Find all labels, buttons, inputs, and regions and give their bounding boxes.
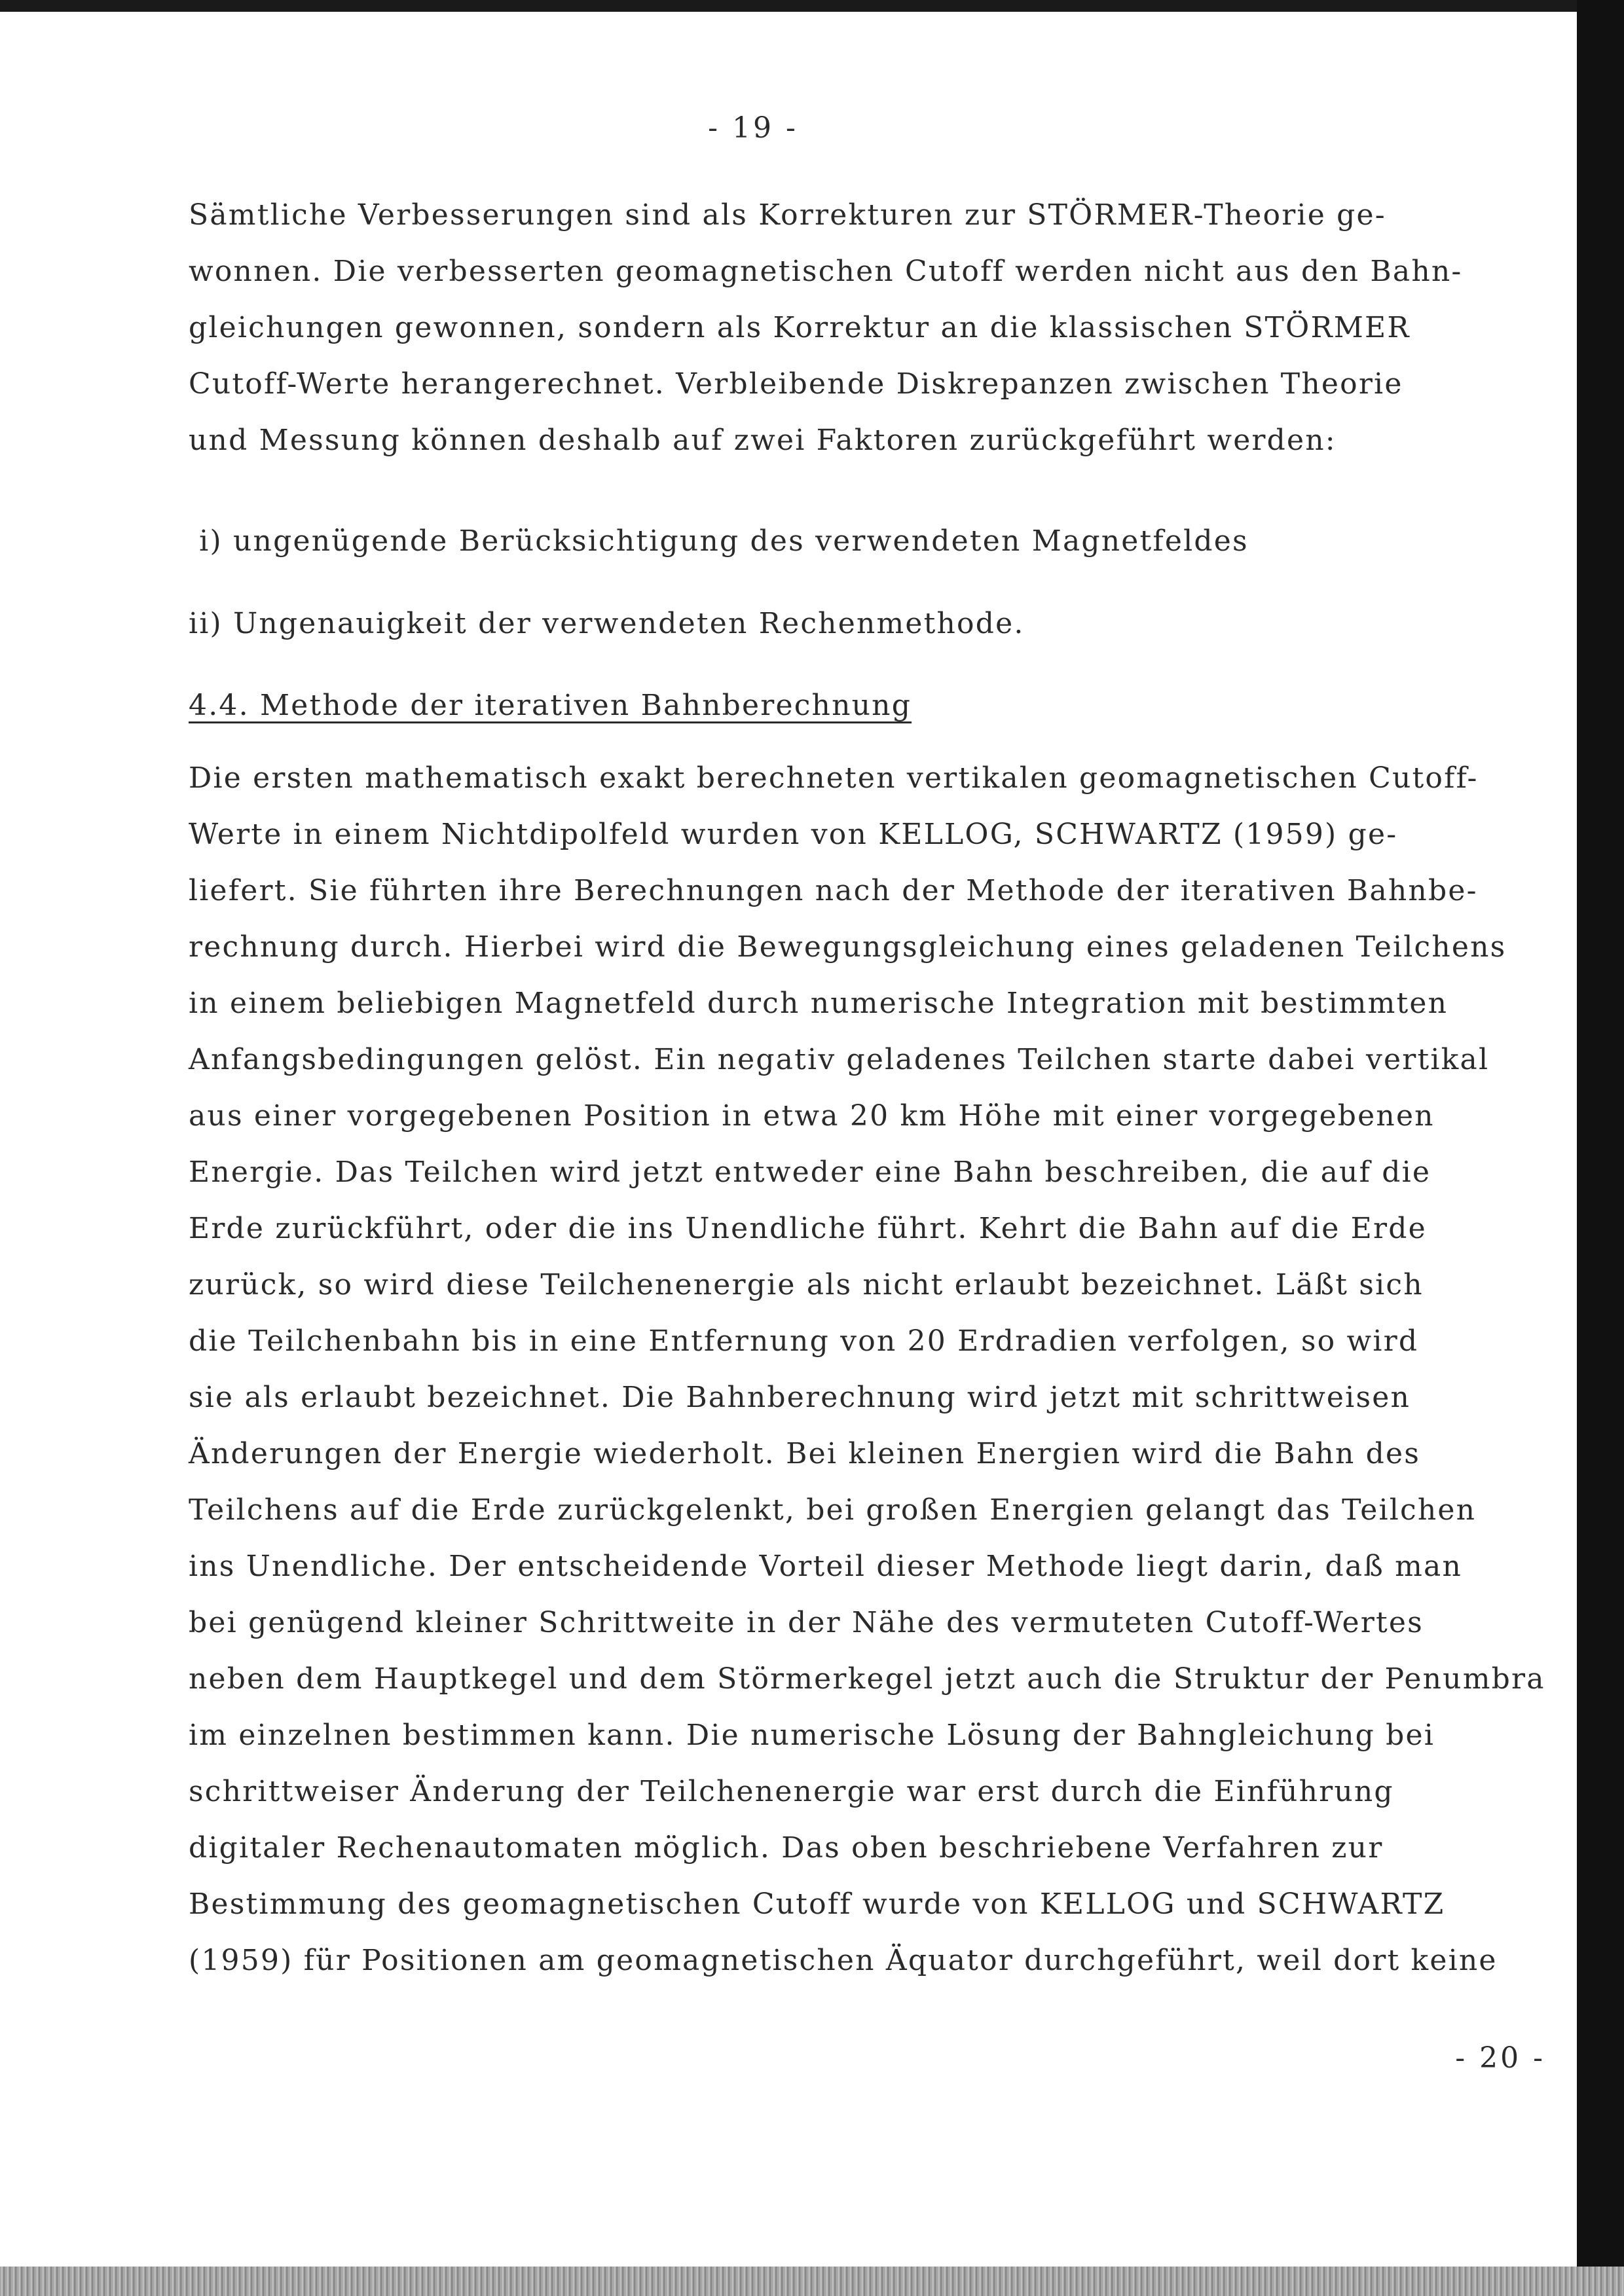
text-line: Energie. Das Teilchen wird jetzt entweder eine Bahn beschreiben, die auf die [189,1156,1431,1189]
text-line: Erde zurückführt, oder die ins Unendliche führt. Kehrt die Bahn auf die Erde [189,1212,1427,1245]
text-line: im einzelnen bestimmen kann. Die numerische Lösung der Bahngleichung bei [189,1719,1435,1752]
text-line: bei genügend kleiner Schrittweite in der Nähe des vermuteten Cutoff-Wertes [189,1606,1424,1639]
text-line: und Messung können deshalb auf zwei Faktoren zurückgeführt werden: [189,424,1337,457]
section-body [189,750,1570,1989]
text-line: Teilchens auf die Erde zurückgelenkt, bei großen Energien gelangt das Teilchen [189,1493,1477,1527]
text-line: wonnen. Die verbesserten geomagnetischen Cutoff werden nicht aus den Bahn- [189,255,1463,288]
section-heading: 4.4. Methode der iterativen Bahnberechnung [189,689,912,722]
text-line: in einem beliebigen Magnetfeld durch numerische Integration mit bestimmten [189,987,1449,1020]
text-line: (1959) für Positionen am geomagnetischen Äquator durchgeführt, weil dort keine [189,1944,1498,1977]
list-item: i) ungenügende Berücksichtigung des verwendeten Magnetfeldes [189,524,1249,558]
text-line: liefert. Sie führten ihre Berechnungen nach der Methode der iterativen Bahnbe- [189,874,1478,907]
scan-border-top [0,0,1624,12]
next-page-number: - 20 - [1455,2041,1545,2075]
scan-border-bottom [0,2267,1624,2296]
text-line: Die ersten mathematisch exakt berechneten vertikalen geomagnetischen Cutoff- [189,761,1479,795]
text-line: Änderungen der Energie wiederholt. Bei kleinen Energien wird die Bahn des [189,1437,1421,1470]
text-line: neben dem Hauptkegel und dem Störmerkegel jetzt auch die Struktur der Penumbra [189,1662,1545,1696]
text-line: rechnung durch. Hierbei wird die Bewegungsgleichung eines geladenen Teilchens [189,930,1507,964]
page-number: - 19 - [708,111,798,145]
text-line: Werte in einem Nichtdipolfeld wurden von KELLOG, SCHWARTZ (1959) ge- [189,818,1398,851]
text-line: Bestimmung des geomagnetischen Cutoff wurde von KELLOG und SCHWARTZ [189,1887,1445,1921]
text-line: aus einer vorgegebenen Position in etwa 20 km Höhe mit einer vorgegebenen [189,1099,1435,1133]
text-line: gleichungen gewonnen, sondern als Korrektur an die klassischen STÖRMER [189,311,1411,344]
text-line: die Teilchenbahn bis in eine Entfernung von 20 Erdradien verfolgen, so wird [189,1324,1419,1358]
text-line: zurück, so wird diese Teilchenenergie als nicht erlaubt bezeichnet. Läßt sich [189,1268,1424,1302]
text-line: Cutoff-Werte herangerechnet. Verbleibende Diskrepanzen zwischen Theorie [189,367,1403,401]
scan-border-right [1577,0,1624,2296]
text-line: Sämtliche Verbesserungen sind als Korrekturen zur STÖRMER-Theorie ge- [189,198,1386,232]
text-line: ins Unendliche. Der entscheidende Vorteil dieser Methode liegt darin, daß man [189,1550,1462,1583]
text-line: schrittweiser Änderung der Teilchenenergie war erst durch die Einführung [189,1775,1394,1808]
factor-list [189,488,1570,665]
text-line: sie als erlaubt bezeichnet. Die Bahnberechnung wird jetzt mit schrittweisen [189,1381,1411,1414]
text-line: Anfangsbedingungen gelöst. Ein negativ geladenes Teilchen starte dabei vertikal [189,1043,1490,1076]
intro-paragraph [189,187,1570,469]
list-item: ii) Ungenauigkeit der verwendeten Rechenmethode. [189,607,1025,640]
text-line: digitaler Rechenautomaten möglich. Das oben beschriebene Verfahren zur [189,1831,1384,1865]
